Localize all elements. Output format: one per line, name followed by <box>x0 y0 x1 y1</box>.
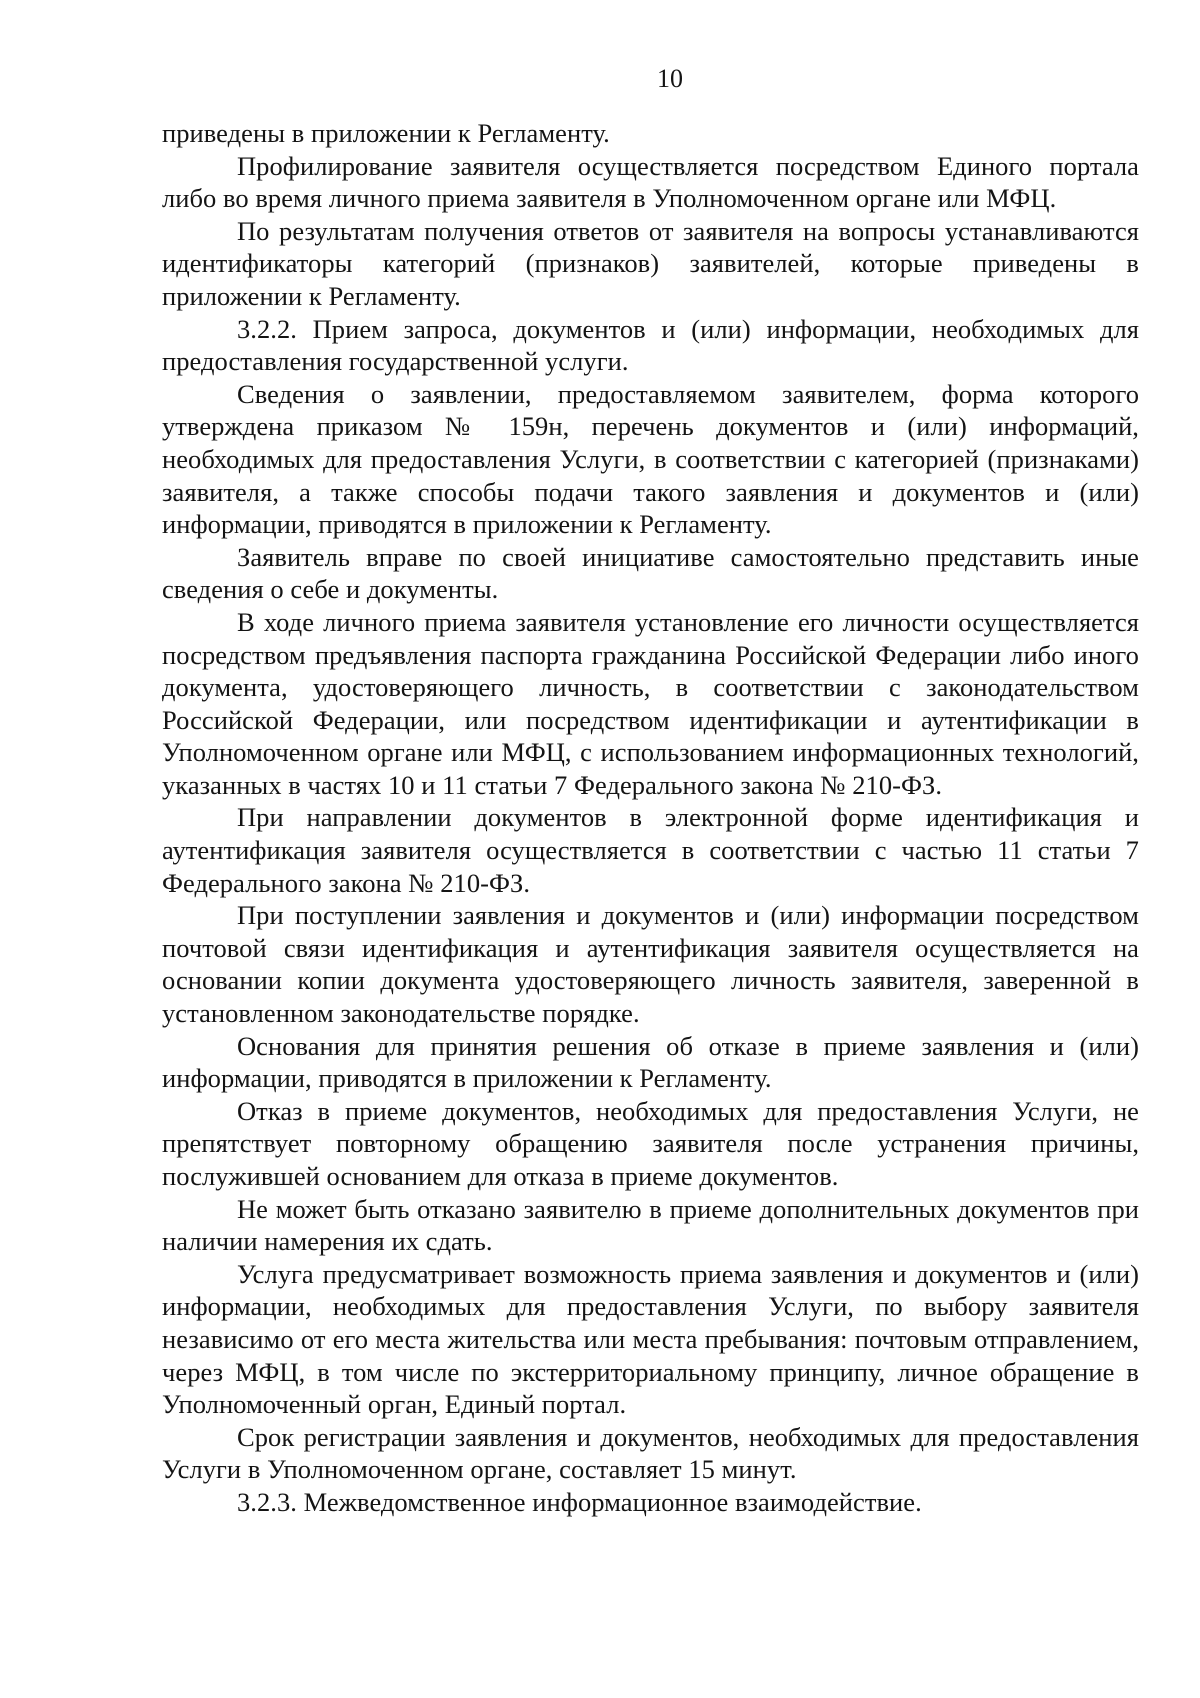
paragraph-continuation: приведены в приложении к Регламенту. <box>162 118 610 148</box>
document-body <box>162 117 1139 1519</box>
paragraph-identifiers: По результатам получения ответов от заявителя на вопросы устанавливаются идентификаторы категорий (признаков) заявителей, которые приведены в приложении к Регламенту. <box>162 215 1139 311</box>
paragraph-refusal-no-obstacle: Отказ в приеме документов, необходимых для предоставления Услуги, не препятствует повторному обращению заявителя после устранения причины, послужившей основанием для отказа в приеме документов. <box>162 1095 1139 1191</box>
paragraph-application-info: Сведения о заявлении, предоставляемом заявителем, форма которого утверждена приказом № 159н, перечень документов и (или) информаций, необходимых для предоставления Услуги, в соответствии с категорией (признаками) заявителя, а также способы подачи такого заявления и документов и (или) информации, приводятся в приложении к Регламенту. <box>162 378 1139 540</box>
paragraph-postal-delivery: При поступлении заявления и документов и (или) информации посредством почтовой связи идентификация и аутентификация заявителя осуществляется на основании копии документа удостоверяющего личность заявителя, заверенной в установленном законодательстве порядке. <box>162 900 1139 1029</box>
paragraph-registration-term: Срок регистрации заявления и документов, необходимых для предоставления Услуги в Уполномоченном органе, составляет 15 минут. <box>162 1421 1139 1485</box>
paragraph-additional-documents: Не может быть отказано заявителю в приеме дополнительных документов при наличии намерения их сдать. <box>162 1193 1139 1257</box>
paragraph-electronic-form: При направлении документов в электронной форме идентификация и аутентификация заявителя осуществляется в соответствии с частью 11 статьи 7 Федерального закона № 210-ФЗ. <box>162 802 1139 898</box>
section-heading-3-2-3: 3.2.3. Межведомственное информационное взаимодействие. <box>237 1486 922 1517</box>
paragraph-submission-methods: Услуга предусматривает возможность приема заявления и документов и (или) информации, необходимых для предоставления Услуги, по выбору заявителя независимо от его места жительства или места пребывания: почтовым отправлением, через МФЦ, в том числе по экстерриториальному принципу, личное обращение в Уполномоченный орган, Единый портал. <box>162 1258 1139 1420</box>
section-heading-3-2-2: 3.2.2. Прием запроса, документов и (или) информации, необходимых для предоставления государственной услуги. <box>162 313 1139 377</box>
paragraph-identity-verification: В ходе личного приема заявителя установление его личности осуществляется посредством предъявления паспорта гражданина Российской Федерации либо иного документа, удостоверяющего личность, в соответствии с законодательством Российской Федерации, или посредством идентификации и аутентификации в Уполномоченном органе или МФЦ, с использованием информационных технологий, указанных в частях 10 и 11 статьи 7 Федерального закона № 210-ФЗ. <box>162 606 1139 800</box>
paragraph-own-initiative: Заявитель вправе по своей инициативе самостоятельно представить иные сведения о себе и документы. <box>162 541 1139 605</box>
page-number: 10 <box>657 64 683 93</box>
paragraph-refusal-grounds: Основания для принятия решения об отказе в приеме заявления и (или) информации, приводятся в приложении к Регламенту. <box>162 1030 1139 1094</box>
paragraph-profiling: Профилирование заявителя осуществляется посредством Единого портала либо во время личного приема заявителя в Уполномоченном органе или МФЦ. <box>162 150 1139 214</box>
